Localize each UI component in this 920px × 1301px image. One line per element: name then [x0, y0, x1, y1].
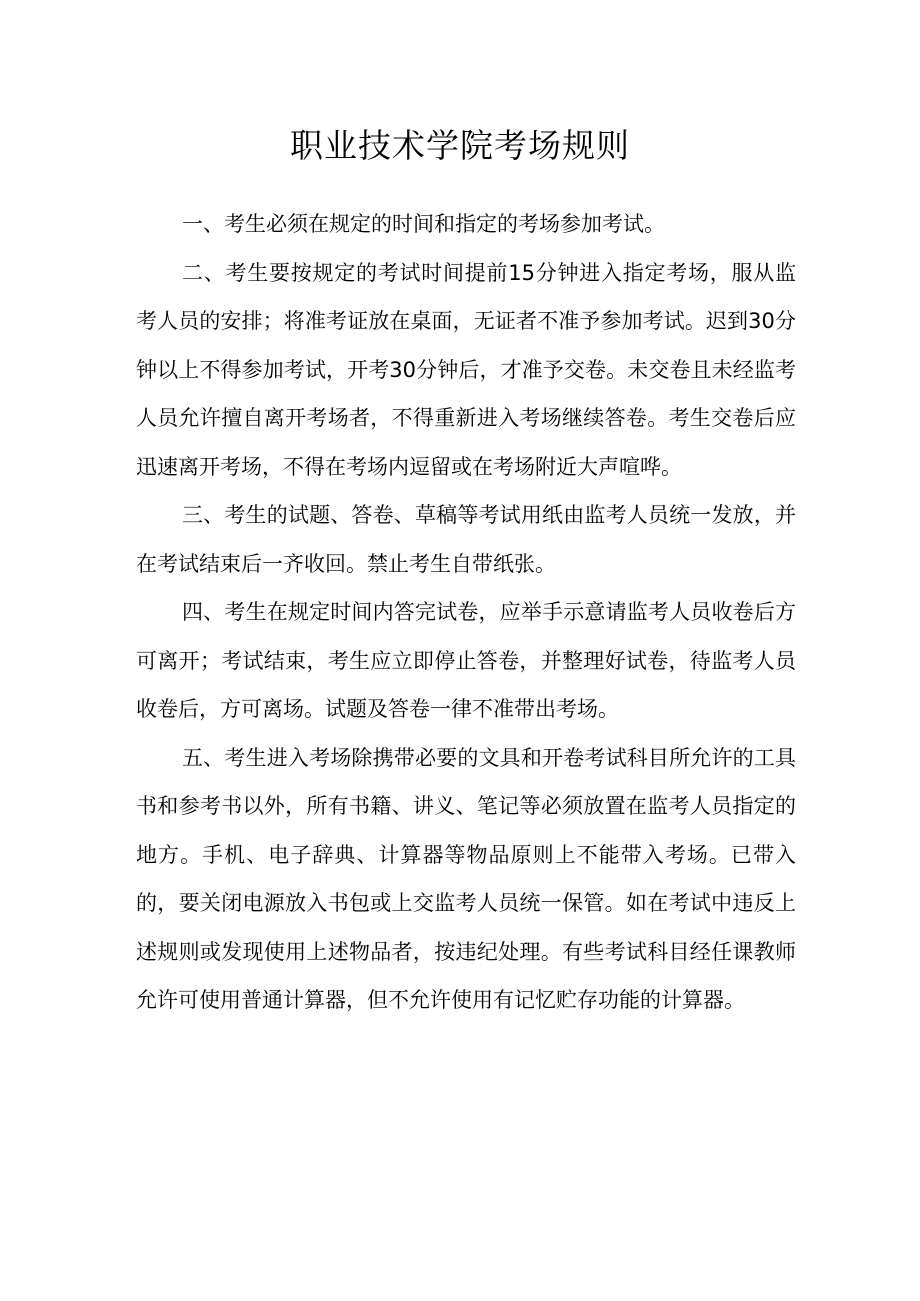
rule-paragraph-4: 四、考生在规定时间内答完试卷，应举手示意请监考人员收卷后方可离开；考试结束，考生应立即停止答卷，并整理好试卷，待监考人员收卷后，方可离场。试题及答卷一律不准带出考场。	[136, 600, 796, 721]
rule-paragraph-5: 五、考生进入考场除携带必要的文具和开卷考试科目所允许的工具书和参考书以外，所有书籍、讲义、笔记等必须放置在监考人员指定的地方。手机、电子辞典、计算器等物品原则上不能带入考场。已带入的，要关闭电源放入书包或上交监考人员统一保管。如在考试中违反上述规则或发现使用上述物品者，按违纪处理。有些考试科目经任课教师允许可使用普通计算器，但不允许使用有记忆贮存功能的计算器。	[136, 745, 796, 1012]
rule-paragraph-3: 三、考生的试题、答卷、草稿等考试用纸由监考人员统一发放，并在考试结束后一齐收回。禁止考生自带纸张。	[136, 503, 796, 576]
document-title: 职业技术学院考场规则	[290, 126, 630, 165]
document-body	[136, 200, 796, 1025]
rule-paragraph-1: 一、考生必须在规定的时间和指定的考场参加考试。	[182, 212, 665, 236]
rule-paragraph-2: 二、考生要按规定的考试时间提前15分钟进入指定考场，服从监考人员的安排；将准考证放在桌面，无证者不准予参加考试。迟到30分钟以上不得参加考试，开考30分钟后，才准予交卷。未交卷且未经监考人员允许擅自离开考场者，不得重新进入考场继续答卷。考生交卷后应迅速离开考场，不得在考场内逗留或在考场附近大声喧哗。	[136, 260, 796, 479]
